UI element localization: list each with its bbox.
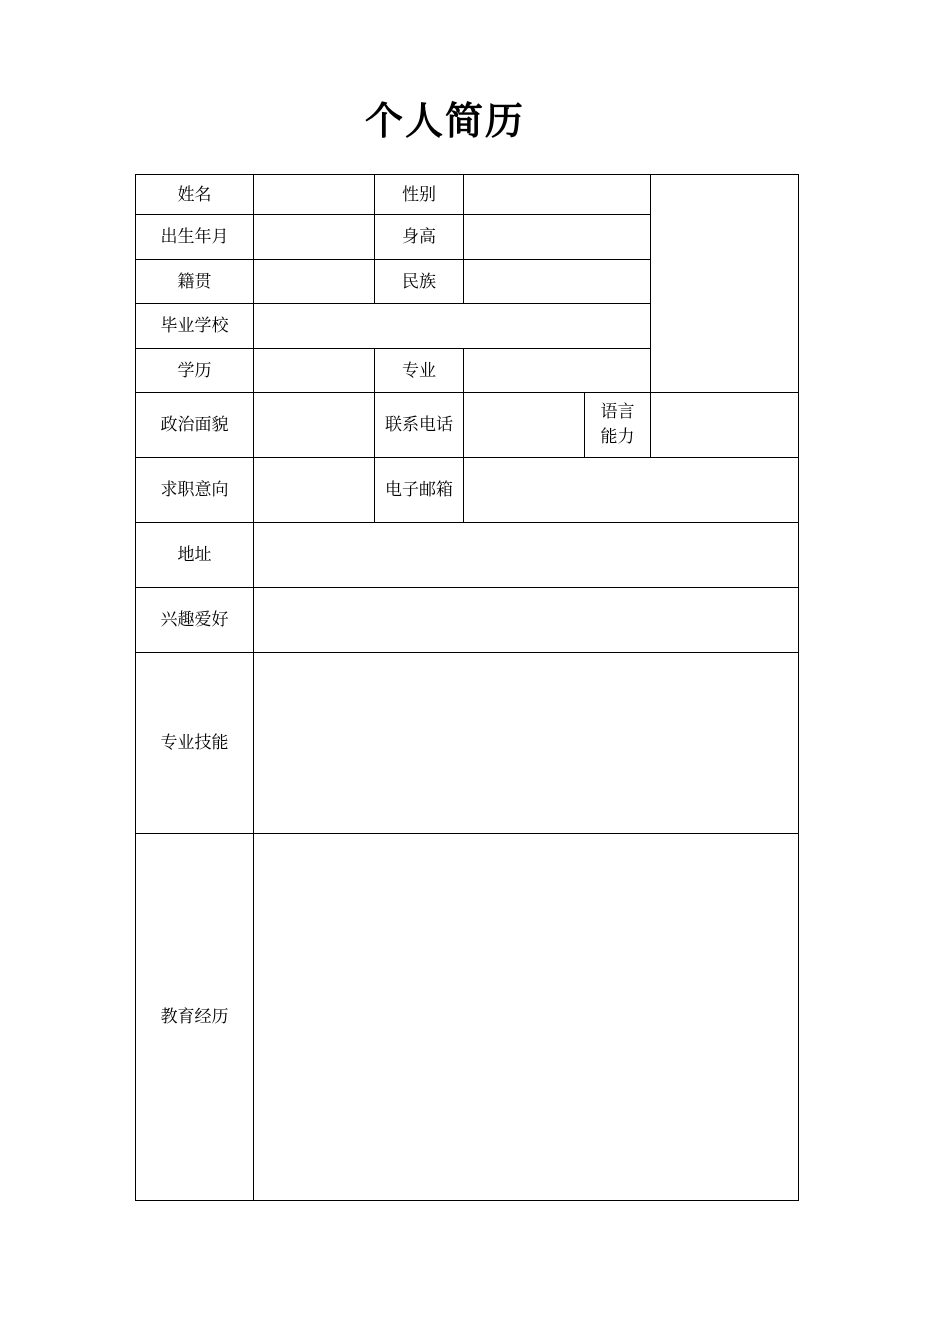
address-field[interactable] (254, 523, 799, 588)
birth-field[interactable] (254, 215, 375, 260)
row-job-email (136, 458, 799, 523)
skills-label: 专业技能 (136, 653, 254, 834)
political-status-field[interactable] (254, 393, 375, 458)
language-label-line2: 能力 (600, 427, 635, 447)
ethnicity-label: 民族 (375, 260, 464, 304)
job-intention-field[interactable] (254, 458, 375, 523)
row-address (136, 523, 799, 588)
skills-field[interactable] (254, 653, 799, 834)
gender-field[interactable] (464, 175, 651, 215)
row-education-history (136, 834, 799, 1201)
major-field[interactable] (464, 349, 651, 393)
language-label-line1: 语言 (600, 402, 635, 422)
language-field[interactable] (651, 393, 799, 458)
school-label: 毕业学校 (136, 304, 254, 349)
phone-field[interactable] (464, 393, 585, 458)
row-hobbies (136, 588, 799, 653)
gender-label: 性别 (375, 175, 464, 215)
photo-box[interactable] (651, 175, 799, 393)
hobbies-label: 兴趣爱好 (136, 588, 254, 653)
row-skills (136, 653, 799, 834)
language-label (585, 393, 651, 458)
phone-label: 联系电话 (375, 393, 464, 458)
job-intention-label: 求职意向 (136, 458, 254, 523)
political-status-label: 政治面貌 (136, 393, 254, 458)
email-field[interactable] (464, 458, 799, 523)
education-field[interactable] (254, 349, 375, 393)
name-label: 姓名 (136, 175, 254, 215)
page-title: 个人简历 (364, 98, 525, 143)
school-field[interactable] (254, 304, 651, 349)
native-place-field[interactable] (254, 260, 375, 304)
name-field[interactable] (254, 175, 375, 215)
height-label: 身高 (375, 215, 464, 260)
education-label: 学历 (136, 349, 254, 393)
height-field[interactable] (464, 215, 651, 260)
row-name-gender (136, 175, 799, 215)
resume-table (135, 174, 799, 1201)
ethnicity-field[interactable] (464, 260, 651, 304)
hobbies-field[interactable] (254, 588, 799, 653)
email-label: 电子邮箱 (375, 458, 464, 523)
birth-label: 出生年月 (136, 215, 254, 260)
row-political-phone-language (136, 393, 799, 458)
major-label: 专业 (375, 349, 464, 393)
education-history-field[interactable] (254, 834, 799, 1201)
education-history-label: 教育经历 (136, 834, 254, 1201)
native-place-label: 籍贯 (136, 260, 254, 304)
address-label: 地址 (136, 523, 254, 588)
